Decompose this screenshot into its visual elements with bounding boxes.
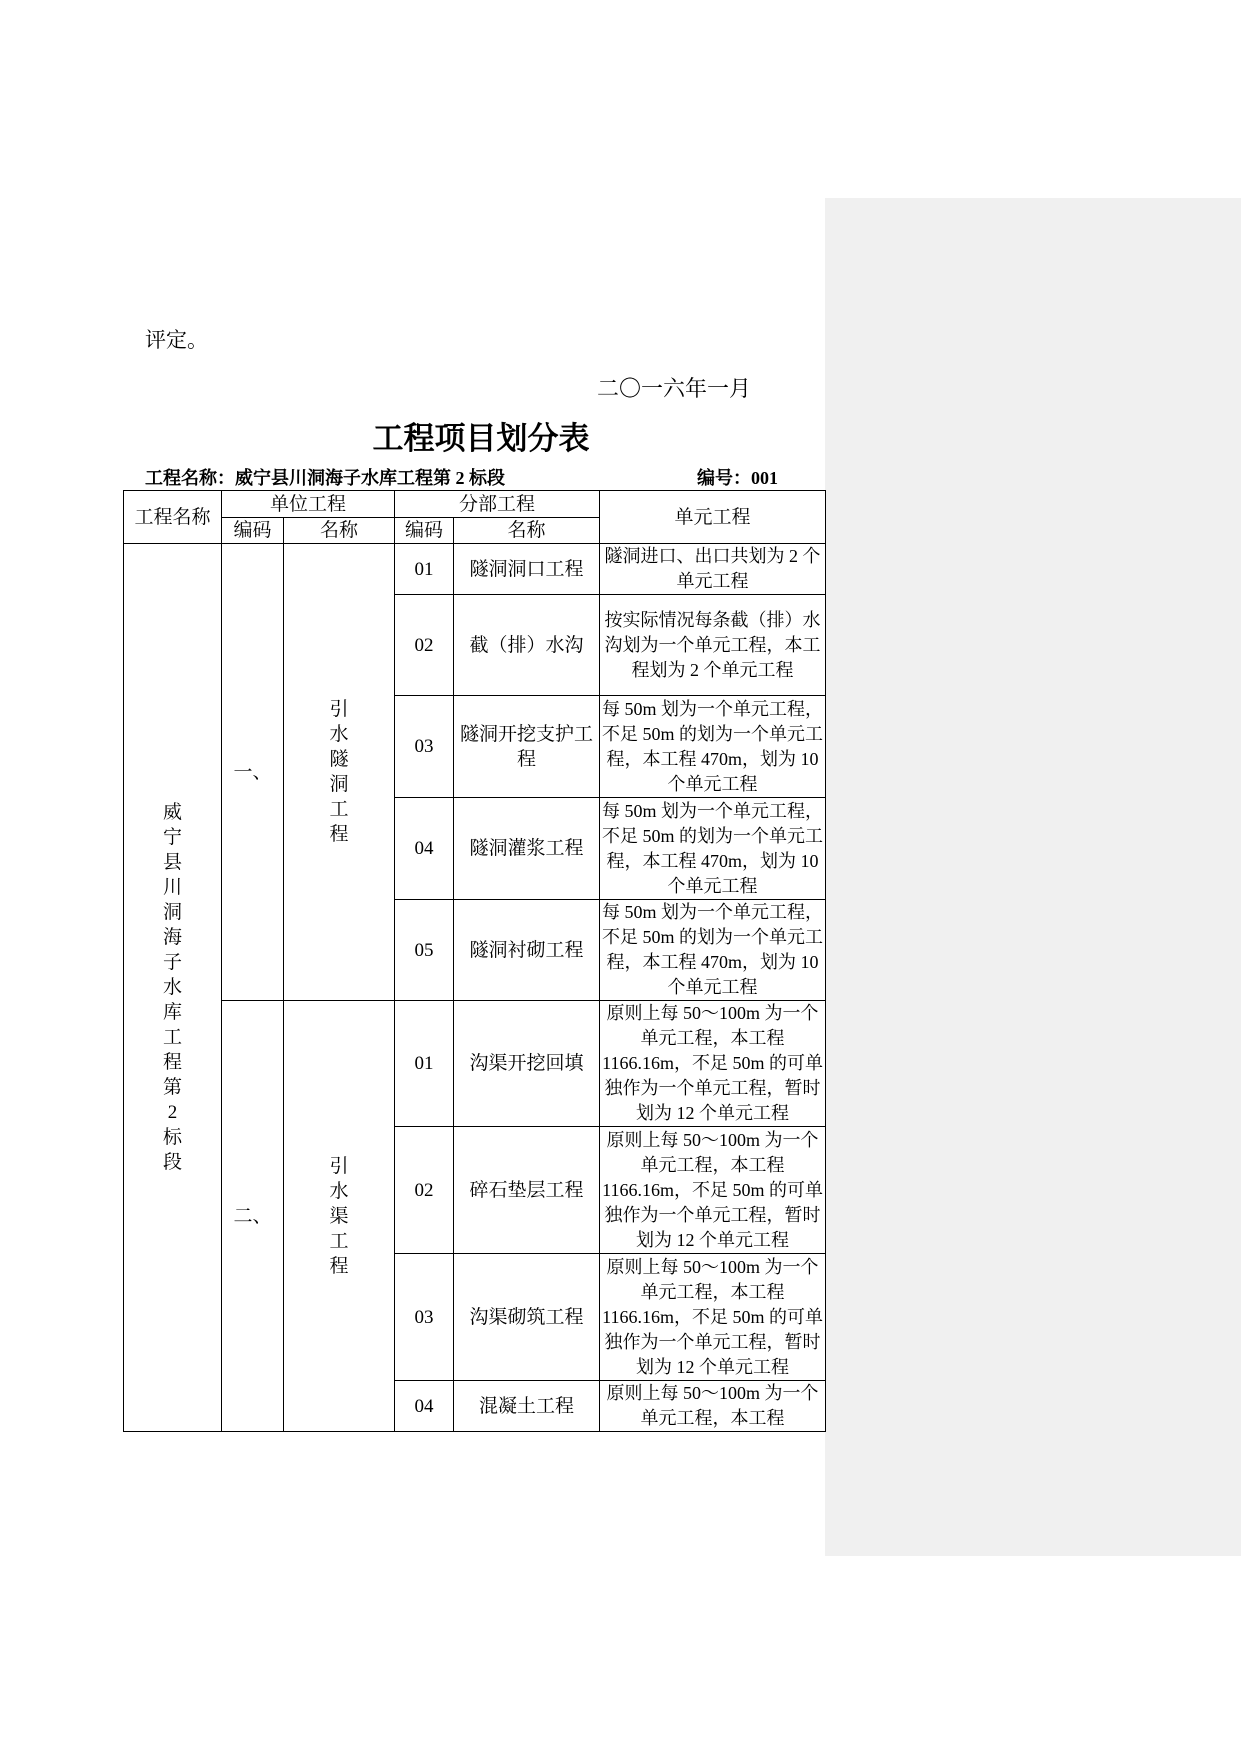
- unit-code-cell: 二、: [222, 1001, 284, 1432]
- project-division-table: [123, 490, 826, 1432]
- unit-code-cell: 一、: [222, 544, 284, 1001]
- part-code-cell: 04: [395, 1381, 454, 1432]
- project-name-vertical: 威宁县川洞海子水库工程第2标段: [162, 802, 182, 1173]
- element-desc-cell: 每 50m 划为一个单元工程，不足 50m 的划为一个单元工程，本工程 470m，划为 10 个单元工程: [600, 798, 826, 900]
- header-project-name: 工程名称: [124, 491, 222, 544]
- unit-name-vertical: 引水隧洞工程: [329, 699, 349, 845]
- element-desc-cell: 每 50m 划为一个单元工程，不足 50m 的划为一个单元工程，本工程 470m，划为 10 个单元工程: [600, 900, 826, 1001]
- unit-name-vertical: 引水渠工程: [329, 1155, 349, 1277]
- part-code-cell: 03: [395, 1254, 454, 1381]
- part-name-cell: 沟渠砌筑工程: [454, 1254, 600, 1381]
- part-code-cell: 02: [395, 1127, 454, 1254]
- element-desc-cell: 每 50m 划为一个单元工程，不足 50m 的划为一个单元工程，本工程 470m，划为 10 个单元工程: [600, 696, 826, 798]
- part-code-cell: 05: [395, 900, 454, 1001]
- part-name-cell: 隧洞开挖支护工程: [454, 696, 600, 798]
- document-date: 二〇一六年一月: [597, 376, 752, 401]
- table-row: [124, 1001, 826, 1127]
- element-desc-cell: 原则上每 50～100m 为一个单元工程，本工程 1166.16m，不足 50m 的可单独作为一个单元工程，暂时划为 12 个单元工程: [600, 1127, 826, 1254]
- header-unit-project: 单位工程: [222, 491, 395, 518]
- part-name-cell: 隧洞灌浆工程: [454, 798, 600, 900]
- header-unit-name: 名称: [284, 518, 395, 544]
- table-row: [124, 544, 826, 595]
- element-desc-cell: 原则上每 50～100m 为一个单元工程，本工程 1166.16m，不足 50m 的可单独作为一个单元工程，暂时划为 12 个单元工程: [600, 1254, 826, 1381]
- part-name-cell: 截（排）水沟: [454, 595, 600, 696]
- document-number-label: 编号：001: [697, 468, 778, 488]
- element-desc-cell: 隧洞进口、出口共划为 2 个单元工程: [600, 544, 826, 595]
- part-name-cell: 碎石垫层工程: [454, 1127, 600, 1254]
- part-name-cell: 隧洞衬砌工程: [454, 900, 600, 1001]
- table-header-row: [124, 491, 826, 518]
- header-part-code: 编码: [395, 518, 454, 544]
- element-desc-cell: 原则上每 50～100m 为一个单元工程，本工程: [600, 1381, 826, 1432]
- header-part-name: 名称: [454, 518, 600, 544]
- project-name-cell: [124, 544, 222, 1432]
- header-sub-project: 分部工程: [395, 491, 600, 518]
- part-name-cell: 隧洞洞口工程: [454, 544, 600, 595]
- part-code-cell: 02: [395, 595, 454, 696]
- header-unit-code: 编码: [222, 518, 284, 544]
- project-name-label: 工程名称：威宁县川洞海子水库工程第 2 标段: [145, 468, 505, 488]
- part-code-cell: 01: [395, 544, 454, 595]
- unit-name-cell: [284, 1001, 395, 1432]
- part-code-cell: 01: [395, 1001, 454, 1127]
- part-code-cell: 03: [395, 696, 454, 798]
- unit-name-cell: [284, 544, 395, 1001]
- part-code-cell: 04: [395, 798, 454, 900]
- closing-text: 评定。: [145, 328, 208, 352]
- element-desc-cell: 原则上每 50～100m 为一个单元工程，本工程 1166.16m，不足 50m 的可单独作为一个单元工程，暂时划为 12 个单元工程: [600, 1001, 826, 1127]
- part-name-cell: 沟渠开挖回填: [454, 1001, 600, 1127]
- header-element-project: 单元工程: [600, 491, 826, 544]
- element-desc-cell: 按实际情况每条截（排）水沟划为一个单元工程，本工程划为 2 个单元工程: [600, 595, 826, 696]
- comment-margin-panel: [825, 198, 1241, 1556]
- part-name-cell: 混凝土工程: [454, 1381, 600, 1432]
- page-title: 工程项目划分表: [372, 421, 590, 456]
